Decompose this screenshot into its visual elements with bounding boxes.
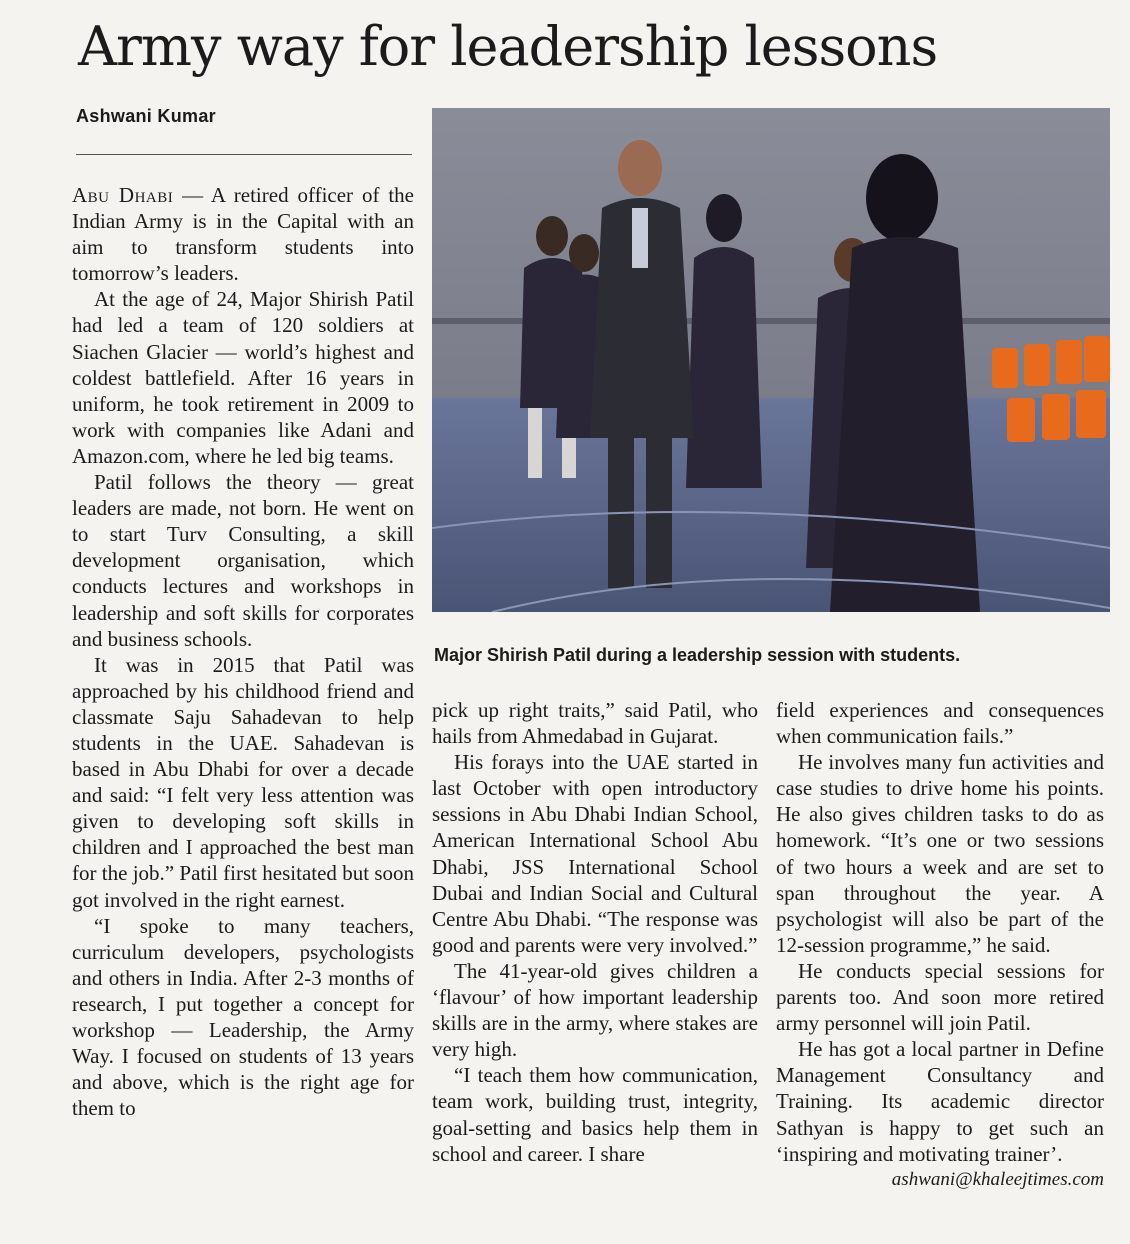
byline: Ashwani Kumar <box>76 106 216 126</box>
paragraph: field experiences and consequences when communication fails.” <box>776 698 1104 749</box>
paragraph: The 41-year-old gives children a ‘flavour’ of how important leadership skills are in the army, where stakes are very high. <box>432 958 758 1062</box>
paragraph: “I teach them how communication, team work, building trust, integrity, goal-setting and basics help them in school and career. I share <box>432 1063 758 1166</box>
paragraph: He conducts special sessions for parents too. And soon more retired army personnel will join Patil. <box>776 958 1104 1036</box>
paragraph: At the age of 24, Major Shirish Patil had led a team of 120 soldiers at Siachen Glacier — world’s highest and coldest battlefield. After 16 years in uniform, he took retirement in 2009 to work with companies like Adani and Amazon.com, where he led big teams. <box>72 287 414 468</box>
paragraph: Patil follows the theory — great leaders are made, not born. He went on to start Turv Consulting, a skill development organisation, which conducts lectures and workshops in leadership and soft skills for corporates and business schools. <box>72 470 414 651</box>
dateline: Abu Dhabi <box>72 183 174 207</box>
article-column-1 <box>72 182 414 1121</box>
author-email: ashwani@khaleejtimes.com <box>891 1168 1104 1190</box>
article-photo <box>432 108 1110 612</box>
lead-text: — A retired officer of the Indian Army is in the Capital with an aim to transform students into tomorrow’s leaders. <box>72 183 414 286</box>
lead-paragraph <box>72 182 414 286</box>
article-column-3 <box>776 697 1104 1193</box>
photo-caption: Major Shirish Patil during a leadership session with students. <box>434 645 961 665</box>
article-column-2 <box>432 697 758 1167</box>
paragraph: His forays into the UAE started in last October with open introductory sessions in Abu Dhabi Indian School, American International School Abu Dhabi, JSS International School Dubai and Indian Social and Cultural Centre Abu Dhabi. “The response was good and parents were very involved.” <box>432 750 758 957</box>
paragraph: He involves many fun activities and case studies to drive home his points. He also gives children tasks to do as homework. “It’s one or two sessions of two hours a week and are set to span throughout the year. A psychologist will also be part of the 12-session programme,” he said. <box>776 750 1104 957</box>
headline: Army way for leadership lessons <box>78 15 938 78</box>
paragraph: It was in 2015 that Patil was approached by his childhood friend and classmate Saju Sahadevan to help students in the UAE. Sahadevan is based in Abu Dhabi for over a decade and said: “I felt very less attention was given to developing soft skills in children and I approached the best man for the job.” Patil first hesitated but soon got involved in the right earnest. <box>72 652 414 912</box>
photo-illustration <box>432 108 1110 612</box>
paragraph: pick up right traits,” said Patil, who hails from Ahmedabad in Gujarat. <box>432 698 758 749</box>
paragraph: He has got a local partner in Define Management Consultancy and Training. Its academic director Sathyan is happy to get such an ‘inspiring and motivating trainer’. <box>776 1037 1104 1166</box>
byline-rule <box>76 154 412 155</box>
paragraph: “I spoke to many teachers, curriculum developers, psychologists and others in India. After 2-3 months of research, I put together a concept for workshop — Leadership, the Army Way. I focused on students of 13 years and above, which is the right age for them to <box>72 913 414 1121</box>
